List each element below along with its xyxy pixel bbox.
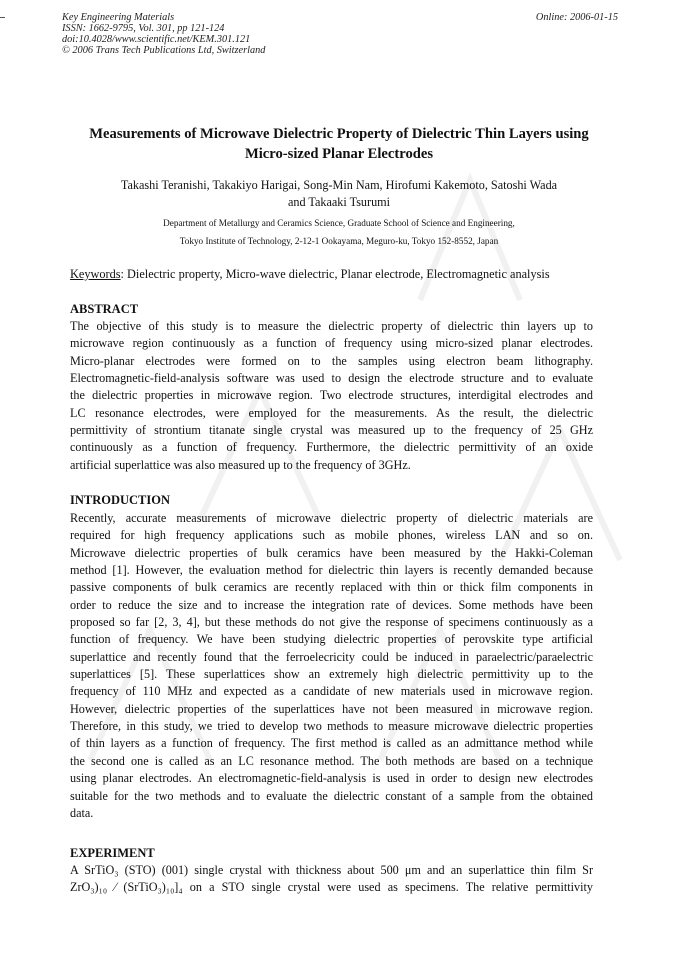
introduction-body <box>70 510 593 822</box>
authors-line-2: and Takaaki Tsurumi <box>287 195 391 209</box>
author-list <box>40 177 638 211</box>
introduction-heading: INTRODUCTION <box>70 493 171 507</box>
paper-title <box>40 124 638 164</box>
introduction-line: required for high frequency applications such as mobile phones, wireless LAN and so on. <box>70 528 593 543</box>
abstract-heading: ABSTRACT <box>70 302 139 316</box>
keywords-text: : Dielectric property, Micro-wave dielectric, Planar electrode, Electromagnetic analysis <box>120 267 550 281</box>
introduction-line: data. <box>70 805 94 820</box>
title-line-1: Measurements of Microwave Dielectric Property of Dielectric Thin Layers using <box>89 126 589 142</box>
experiment-heading: EXPERIMENT <box>70 846 155 860</box>
introduction-line: of thin layers as a function of frequency. The first method is called as an admittance method while <box>70 736 593 751</box>
introduction-line: However, dielectric properties of the superlattices have not been measured in microwave region. <box>70 701 593 716</box>
keywords <box>70 266 610 282</box>
page-edge-mark <box>0 17 5 18</box>
affiliation <box>40 214 638 250</box>
introduction-line: superlattice and recently found that the ferroelecricity could be induced in paraelectric/paraelectric <box>70 649 593 664</box>
introduction-line: using planar electrodes. An electromagnetic-field-analysis is used in order to design new electrodes <box>70 771 593 786</box>
experiment-body <box>70 862 593 897</box>
abstract-line: LC resonance electrodes, were employed for the measurements. As the result, the dielectric <box>70 405 593 420</box>
introduction-line: function of frequency. We have been studying dielectric properties of perovskite type artificial <box>70 632 593 647</box>
abstract-line: permittivity of strontium titanate single crystal was measured up to the frequency of 25 GHz <box>70 423 593 438</box>
introduction-line: passive components of bulk ceramics are recently replaced with thin or thick film components in <box>70 580 593 595</box>
abstract-line: Micro-planar electrodes were formed on to the samples using electron beam lithography. <box>70 353 593 368</box>
abstract-line: The objective of this study is to measure the dielectric property of dielectric thin layers up to <box>70 319 593 333</box>
online-date: Online: 2006-01-15 <box>535 12 618 23</box>
authors-line-1: Takashi Teranishi, Takakiyo Harigai, Song-Min Nam, Hirofumi Kakemoto, Satoshi Wada <box>120 178 558 192</box>
introduction-line: the second one is called as an LC resonance method. The both methods are based on a technique <box>70 753 593 768</box>
introduction-line: proposed so far [2, 3, 4], but these methods do not give the response of specimens continuously as a <box>70 615 593 630</box>
abstract-line: Electromagnetic-field-analysis software was used to design the electrode structure and to evaluate <box>70 371 593 386</box>
introduction-line: method [1]. However, the evaluation method for dielectric thin layers is recently demanded because <box>70 563 593 578</box>
abstract-line: microwave region continuously as a function of frequency using micro-sized planar electrodes. <box>70 336 593 351</box>
introduction-line: Therefore, in this study, we tried to develop two methods to measure microwave dielectric properties <box>70 719 593 734</box>
journal-name: Key Engineering Materials <box>62 12 175 23</box>
introduction-line: frequency of 110 MHz and expected as a candidate of new materials used in microwave region. <box>70 684 593 699</box>
journal-doi[interactable]: doi:10.4028/www.scientific.net/KEM.301.121 <box>62 34 251 45</box>
abstract-line: artificial superlattice was also measured up to the frequency of 3GHz. <box>70 457 411 472</box>
keywords-label: Keywords <box>70 267 121 281</box>
title-line-2: Micro-sized Planar Electrodes <box>244 146 434 162</box>
abstract-line: continuously as a function of frequency. Furthermore, the dielectric permittivity of an oxide <box>70 440 593 455</box>
introduction-line: Recently, accurate measurements of microwave dielectric property of dielectric materials are <box>70 511 593 525</box>
abstract-body <box>70 318 593 474</box>
introduction-line: Microwave dielectric properties of bulk ceramics have been measured by the Hakki-Coleman <box>70 545 593 560</box>
journal-header <box>62 12 618 56</box>
introduction-line: suitable for the two methods and to evaluate the dielectric constant of a sample from the obtained <box>70 788 593 803</box>
introduction-line: superlattices [5]. These superlattices show an extremely high dielectric permittivity up to the <box>70 667 593 682</box>
affiliation-line-1: Department of Metallurgy and Ceramics Science, Graduate School of Science and Engineering, <box>163 218 515 228</box>
introduction-line: order to reduce the size and to increase the integration rate of devices. Some methods have been <box>70 597 593 612</box>
experiment-line: ZrO₃)₁₀ ⁄ (SrTiO₃)₁₀]₄ on a STO single crystal were used as specimens. The relative permittivity <box>70 880 593 895</box>
affiliation-line-2: Tokyo Institute of Technology, 2-12-1 Ookayama, Meguro-ku, Tokyo 152-8552, Japan <box>179 236 499 246</box>
abstract-line: the dielectric properties in microwave region. Two electrode structures, interdigital electrodes and <box>70 388 593 403</box>
journal-issn: ISSN: 1662-9795, Vol. 301, pp 121-124 <box>62 23 225 34</box>
journal-copyright: © 2006 Trans Tech Publications Ltd, Switzerland <box>62 45 266 56</box>
experiment-line: A SrTiO₃ (STO) (001) single crystal with thickness about 500 μm and an superlattice thin film Sr <box>70 863 593 877</box>
